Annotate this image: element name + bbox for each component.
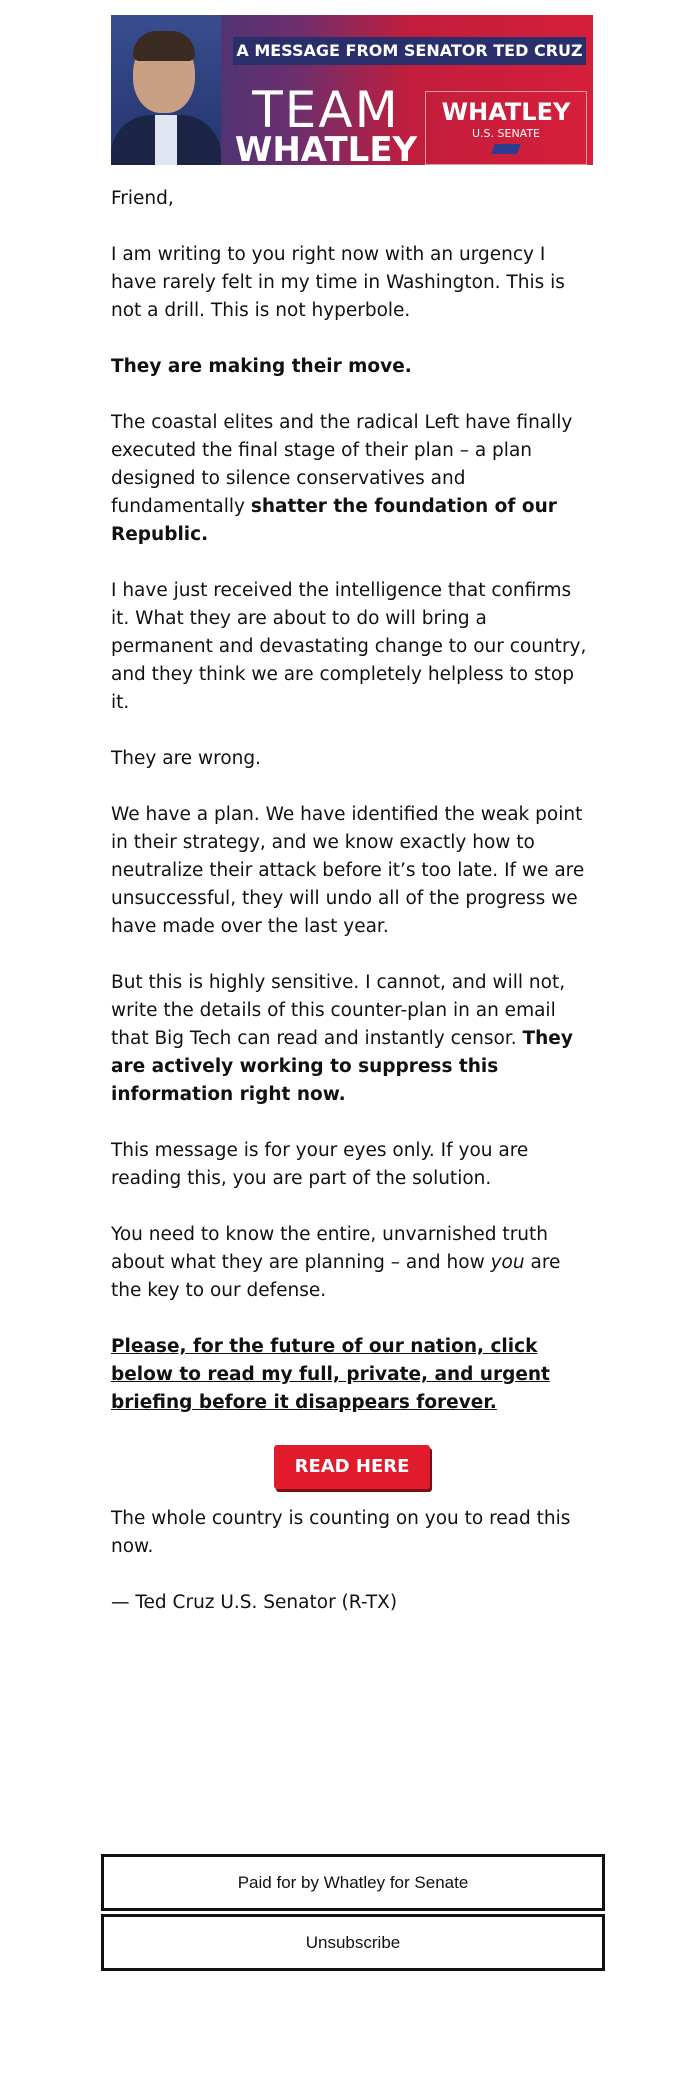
team-line2: WHATLEY: [234, 130, 418, 165]
signature: — Ted Cruz U.S. Senator (R-TX): [111, 1592, 398, 1613]
briefing-link[interactable]: Please, for the future of our nation, click below to read my full, private, and urgent briefing before it disappears forever.: [111, 1336, 550, 1413]
bold-text: They are actively working to suppress this information right now.: [111, 1028, 573, 1105]
emphasis-text: you: [490, 1252, 525, 1273]
greeting: Friend,: [111, 188, 174, 209]
text: But this is highly sensitive. I cannot, and will not, write the details of this counter-plan in an email that Big Tech can read and instantly censor.: [111, 972, 566, 1049]
paragraph: I am writing to you right now with an urgency I have rarely felt in my time in Washington. This is not a drill. This is not hyperbole.: [111, 244, 565, 321]
paid-for-disclaimer: Paid for by Whatley for Senate: [101, 1854, 605, 1911]
unsubscribe-link[interactable]: Unsubscribe: [101, 1914, 605, 1971]
paragraph-bold: [111, 353, 593, 381]
senator-photo: [111, 15, 221, 165]
photo-shirt: [155, 115, 177, 165]
photo-hair: [133, 31, 195, 61]
button-wrapper: [111, 1445, 593, 1489]
banner-message: A MESSAGE FROM SENATOR TED CRUZ: [233, 37, 586, 65]
paragraph: [111, 409, 593, 549]
paragraph: This message is for your eyes only. If you are reading this, you are part of the solution.: [111, 1140, 529, 1189]
header-banner: [111, 15, 593, 165]
whatley-senate-logo: [425, 91, 587, 165]
text: are the key to our defense.: [111, 1252, 561, 1301]
paragraph: They are wrong.: [111, 748, 262, 769]
north-carolina-icon: [491, 144, 521, 154]
paragraph: We have a plan. We have identified the weak point in their strategy, and we know exactly how to neutralize their attack before it’s too late. If we are unsuccessful, they will undo all of the progress we have made over the last year.: [111, 804, 585, 937]
paragraph: [111, 969, 593, 1109]
email-body: [111, 185, 593, 1645]
bold-text: shatter the foundation of our Republic.: [111, 496, 557, 545]
read-here-button[interactable]: READ HERE: [274, 1445, 430, 1489]
footer: [101, 1854, 605, 1974]
logo-sub: U.S. SENATE: [471, 127, 541, 140]
bold-text: They are making their move.: [111, 356, 412, 377]
text: The coastal elites and the radical Left have finally executed the final stage of their plan – a plan designed to silence conservatives and fundamentally: [111, 412, 573, 517]
paragraph: [111, 1221, 593, 1305]
paragraph: I have just received the intelligence that confirms it. What they are about to do will bring a permanent and devastating change to our country, and they think we are completely helpless to stop it.: [111, 580, 587, 713]
cta-paragraph: [111, 1333, 593, 1417]
text: You need to know the entire, unvarnished truth about what they are planning – and how: [111, 1224, 548, 1273]
team-line1: TEAM: [252, 81, 400, 139]
logo-name: WHATLEY: [441, 98, 571, 126]
closing: The whole country is counting on you to read this now.: [111, 1508, 571, 1557]
team-whatley-logo: [231, 81, 421, 165]
